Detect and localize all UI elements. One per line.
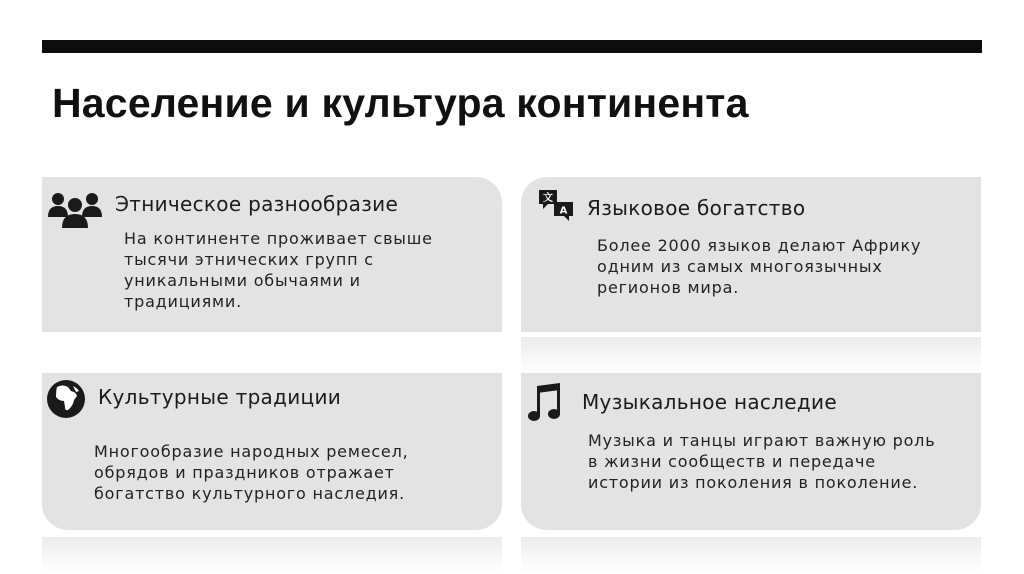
text-line: регионов мира. xyxy=(597,278,740,297)
card-reflection xyxy=(42,537,502,573)
svg-text:A: A xyxy=(559,205,568,217)
text-line: Музыка и танцы играют важную роль xyxy=(588,431,936,450)
text-line: в жизни сообществ и передаче xyxy=(588,452,876,471)
text-line: Более 2000 языков делают Африку xyxy=(597,236,922,255)
card-title: Культурные традиции xyxy=(98,385,342,409)
card-title: Языковое богатство xyxy=(587,196,806,220)
people-group-icon xyxy=(46,191,104,231)
top-rule xyxy=(42,40,982,53)
card-text xyxy=(597,235,921,298)
card-reflection xyxy=(521,337,981,375)
text-line: богатство культурного наследия. xyxy=(94,484,405,503)
card-text xyxy=(124,228,433,312)
card-title: Этническое разнообразие xyxy=(115,192,399,216)
text-line: тысячи этнических групп с xyxy=(124,250,374,269)
text-line: истории из поколения в поколение. xyxy=(588,473,919,492)
page-title: Население и культура континента xyxy=(52,80,749,126)
translate-icon xyxy=(537,188,575,224)
card-reflection xyxy=(521,537,981,573)
text-line: На континенте проживает свыше xyxy=(124,229,433,248)
svg-text:文: 文 xyxy=(543,193,553,204)
text-line: одним из самых многоязычных xyxy=(597,257,883,276)
card-text xyxy=(588,430,935,493)
text-line: обрядов и праздников отражает xyxy=(94,463,395,482)
globe-africa-icon xyxy=(45,378,87,420)
text-line: традициями. xyxy=(124,292,243,311)
card-title: Музыкальное наследие xyxy=(582,390,837,414)
music-note-icon xyxy=(528,382,564,424)
text-line: уникальными обычаями и xyxy=(124,271,361,290)
text-line: Многообразие народных ремесел, xyxy=(94,442,409,461)
card-text xyxy=(94,441,409,504)
